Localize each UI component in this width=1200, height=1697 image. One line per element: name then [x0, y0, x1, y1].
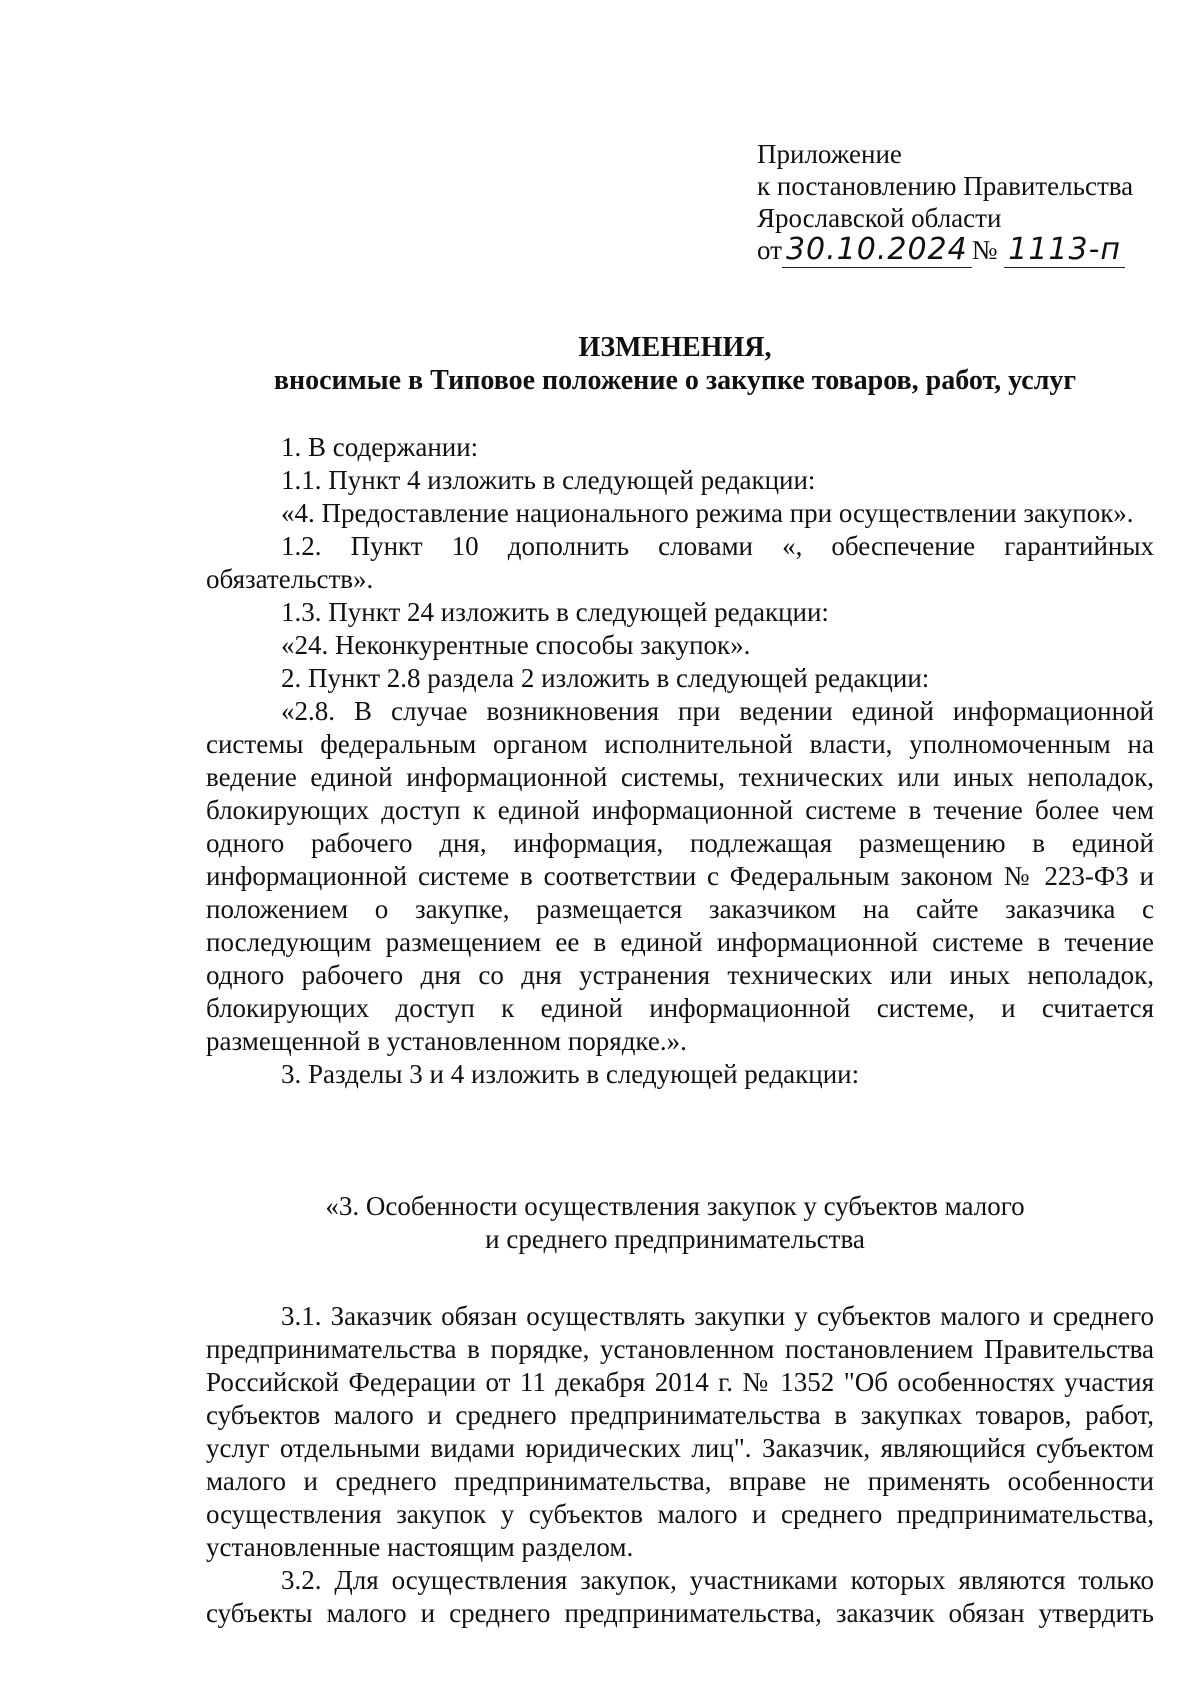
appendix-line-region: Ярославской области	[757, 203, 1002, 233]
number-sign: №	[971, 235, 998, 265]
section-3-heading-line-1: «3. Особенности осуществления закупок у субъектов малого	[325, 1191, 1025, 1221]
paragraph-1-3: 1.3. Пункт 24 изложить в следующей редакции:	[281, 597, 829, 627]
paragraph-2-8-text: «2.8. В случае возникновения при ведении единой информационной системы федеральным органом исполнительной власти, уполномоченным на ведение единой информационной системы, технических или иных неполадок, блокирующих доступ к единой информационной системе в течение более чем одного рабочего дня, информация, подлежащая размещению в единой информационной системе в соответствии с Федеральным законом № 223-ФЗ и положением о закупке, размещается заказчиком на сайте заказчика с последующим размещением ее в единой информационной системе в течение одного рабочего дня со дня устранения технических или иных неполадок, блокирующих доступ к единой информационной системе, и считается размещенной в установленном порядке.».	[206, 696, 1154, 1056]
section-3-body	[206, 1300, 1154, 1630]
paragraph-2: 2. Пункт 2.8 раздела 2 изложить в следующей редакции:	[281, 663, 930, 693]
paragraph-3: 3. Разделы 3 и 4 изложить в следующей редакции:	[281, 1059, 860, 1089]
paragraph-1-2: 1.2. Пункт 10 дополнить словами «, обеспечение гарантийных обязательств».	[206, 531, 1154, 594]
appendix-title: Приложение	[757, 139, 902, 169]
amendments-body	[206, 431, 1154, 1091]
document-title: ИЗМЕНЕНИЯ,	[578, 332, 772, 363]
paragraph-1: 1. В содержании:	[281, 432, 479, 462]
paragraph-1-1: 1.1. Пункт 4 изложить в следующей редакции:	[281, 465, 816, 495]
paragraph-3-1: 3.1. Заказчик обязан осуществлять закупки у субъектов малого и среднего предпринимательства в порядке, установленном постановлением Правительства Российской Федерации от 11 декабря 2014 г. № 1352 "Об особенностях участия субъектов малого и среднего предпринимательства в закупках товаров, работ, услуг отдельными видами юридических лиц". Заказчик, являющийся субъектом малого и среднего предпринимательства, вправе не применять особенности осуществления закупок у субъектов малого и среднего предпринимательства, установленные настоящим разделом.	[206, 1301, 1154, 1562]
paragraph-1-3-text: «24. Неконкурентные способы закупок».	[281, 630, 751, 660]
date-prefix: от	[757, 235, 782, 265]
handwritten-number: 1113-п	[1004, 232, 1125, 268]
paragraph-3-2: 3.2. Для осуществления закупок, участниками которых являются только субъекты малого и среднего предпринимательства, заказчик обязан утвердить	[206, 1565, 1154, 1628]
appendix-line-decree: к постановлению Правительства	[757, 171, 1134, 201]
section-3-heading	[200, 1190, 1150, 1256]
appendix-date-line	[757, 234, 1177, 266]
document-subtitle: вносимые в Типовое положение о закупке товаров, работ, услуг	[273, 365, 1077, 396]
appendix-block	[757, 138, 1177, 266]
handwritten-date: 30.10.2024	[782, 232, 972, 268]
section-3-heading-line-2: и среднего предпринимательства	[485, 1224, 865, 1254]
paragraph-1-1-text: «4. Предоставление национального режима при осуществлении закупок».	[281, 498, 1134, 528]
